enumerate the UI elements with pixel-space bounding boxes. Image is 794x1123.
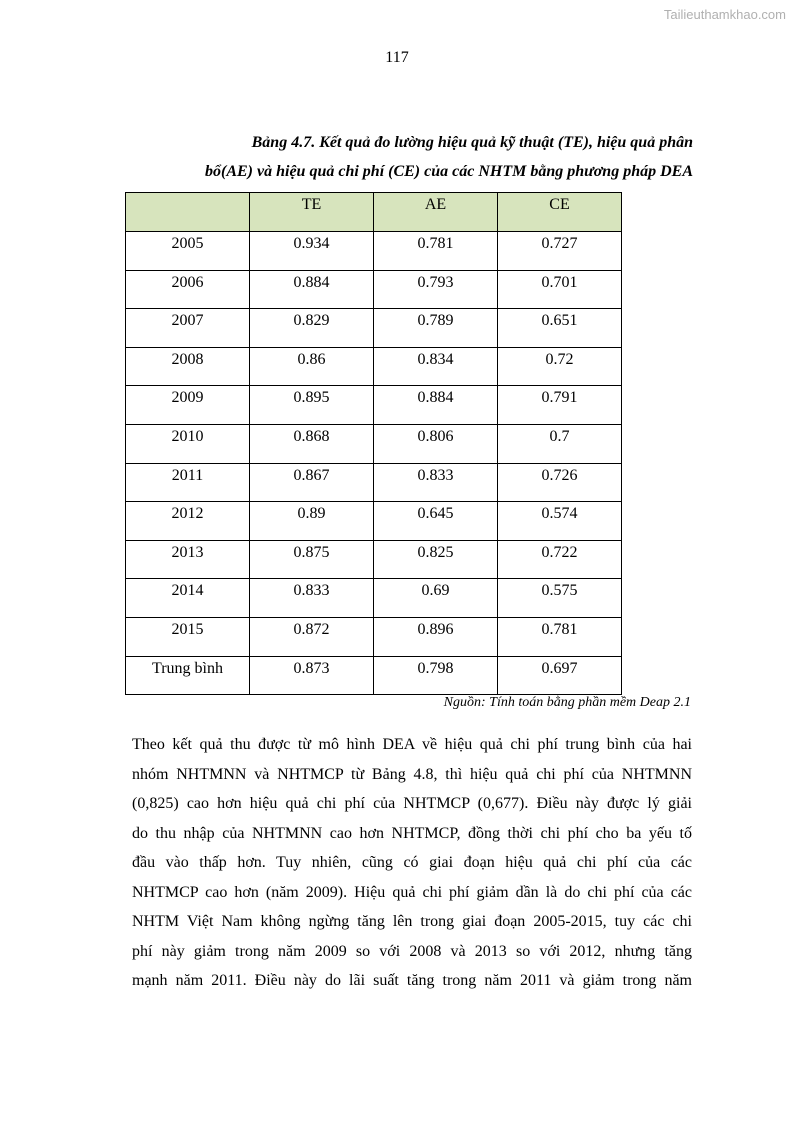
table-row	[126, 424, 622, 463]
cell-ae: 0.793	[374, 270, 498, 309]
cell-ce: 0.722	[498, 540, 622, 579]
cell-year: 2012	[126, 502, 250, 541]
cell-te: 0.873	[250, 656, 374, 695]
cell-year: 2008	[126, 347, 250, 386]
cell-te: 0.89	[250, 502, 374, 541]
cell-te: 0.934	[250, 232, 374, 271]
cell-ae: 0.833	[374, 463, 498, 502]
cell-ae: 0.645	[374, 502, 498, 541]
cell-year: 2010	[126, 424, 250, 463]
cell-ae: 0.825	[374, 540, 498, 579]
body-paragraph	[132, 730, 692, 996]
cell-te: 0.868	[250, 424, 374, 463]
cell-year: 2011	[126, 463, 250, 502]
table-row	[126, 579, 622, 618]
table-row	[126, 347, 622, 386]
table-row	[126, 502, 622, 541]
table-caption-line-1: Bảng 4.7. Kết quả đo lường hiệu quả kỹ thuật (TE), hiệu quả phân	[251, 134, 693, 151]
cell-ae: 0.884	[374, 386, 498, 425]
header-cell-te: TE	[250, 193, 374, 232]
cell-year: 2013	[126, 540, 250, 579]
watermark: Tailieuthamkhao.com	[663, 7, 786, 22]
cell-ce: 0.727	[498, 232, 622, 271]
cell-ae: 0.896	[374, 617, 498, 656]
cell-ae: 0.781	[374, 232, 498, 271]
header-cell-ae: AE	[374, 193, 498, 232]
cell-year: 2015	[126, 617, 250, 656]
header-cell-year	[126, 193, 250, 232]
table-row	[126, 463, 622, 502]
table-row	[126, 617, 622, 656]
cell-te: 0.833	[250, 579, 374, 618]
cell-ce: 0.575	[498, 579, 622, 618]
cell-ae: 0.806	[374, 424, 498, 463]
table-row	[126, 386, 622, 425]
header-cell-ce: CE	[498, 193, 622, 232]
cell-year: 2014	[126, 579, 250, 618]
table-caption-line-2: bổ(AE) và hiệu quả chi phí (CE) của các NHTM bằng phương pháp DEA	[205, 163, 693, 180]
source-note: Nguồn: Tính toán bằng phần mềm Deap 2.1	[443, 695, 691, 710]
table-row	[126, 270, 622, 309]
cell-te: 0.884	[250, 270, 374, 309]
cell-ce: 0.791	[498, 386, 622, 425]
cell-ae: 0.789	[374, 309, 498, 348]
cell-te: 0.895	[250, 386, 374, 425]
cell-year: 2005	[126, 232, 250, 271]
cell-year: Trung bình	[126, 656, 250, 695]
table-row	[126, 309, 622, 348]
table-row-average	[126, 656, 622, 695]
cell-ae: 0.834	[374, 347, 498, 386]
table-header-row	[126, 193, 622, 232]
cell-year: 2007	[126, 309, 250, 348]
paragraph-line: NHTM Việt Nam không ngừng tăng lên trong giai đoạn 2005-2015, tuy các chi	[132, 913, 692, 930]
results-table	[125, 192, 622, 695]
cell-te: 0.867	[250, 463, 374, 502]
cell-ce: 0.697	[498, 656, 622, 695]
table-row	[126, 540, 622, 579]
cell-year: 2009	[126, 386, 250, 425]
paragraph-line: nhóm NHTMNN và NHTMCP từ Bảng 4.8, thì hiệu quả chi phí của NHTMNN	[132, 765, 692, 783]
cell-ae: 0.798	[374, 656, 498, 695]
cell-ce: 0.574	[498, 502, 622, 541]
paragraph-line: đầu vào thấp hơn. Tuy nhiên, cũng có giai đoạn hiệu quả chi phí của các	[132, 854, 692, 871]
table-row	[126, 232, 622, 271]
paragraph-line: mạnh năm 2011. Điều này do lãi suất tăng trong năm 2011 và giảm trong năm	[132, 972, 692, 989]
paragraph-line: phí này giảm trong năm 2009 so với 2008 và 2013 so với 2012, nhưng tăng	[132, 942, 692, 960]
cell-ae: 0.69	[374, 579, 498, 618]
cell-ce: 0.7	[498, 424, 622, 463]
cell-ce: 0.701	[498, 270, 622, 309]
cell-te: 0.872	[250, 617, 374, 656]
page-number: 117	[385, 49, 409, 66]
paragraph-line: NHTMCP cao hơn (năm 2009). Hiệu quả chi phí giảm dần là do chi phí của các	[132, 883, 692, 901]
cell-ce: 0.781	[498, 617, 622, 656]
cell-ce: 0.72	[498, 347, 622, 386]
cell-te: 0.829	[250, 309, 374, 348]
paragraph-line: (0,825) cao hơn hiệu quả chi phí của NHTMCP (0,677). Điều này được lý giải	[132, 795, 692, 812]
cell-ce: 0.651	[498, 309, 622, 348]
cell-te: 0.875	[250, 540, 374, 579]
paragraph-line: do thu nhập của NHTMNN cao hơn NHTMCP, đồng thời chi phí cho ba yếu tố	[132, 824, 692, 842]
cell-year: 2006	[126, 270, 250, 309]
paragraph-line: Theo kết quả thu được từ mô hình DEA về hiệu quả chi phí trung bình của hai	[132, 736, 692, 753]
cell-ce: 0.726	[498, 463, 622, 502]
cell-te: 0.86	[250, 347, 374, 386]
